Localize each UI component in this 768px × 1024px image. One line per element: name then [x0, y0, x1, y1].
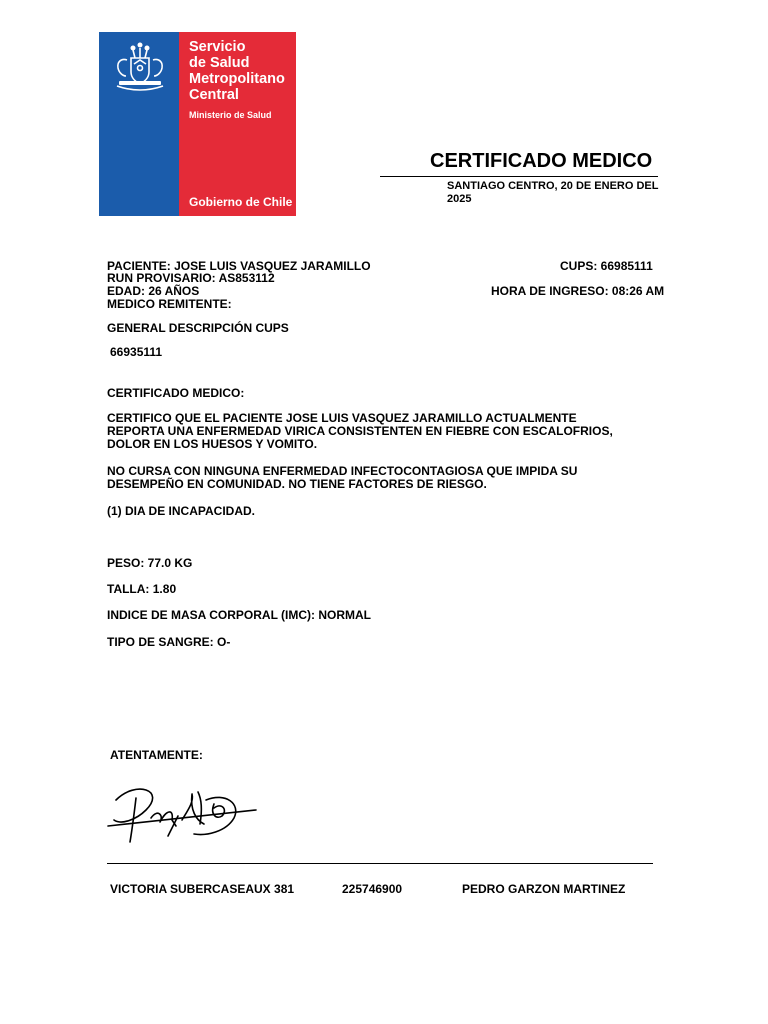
certificate-paragraph2-line2: DESEMPEÑO EN COMUNIDAD. NO TIENE FACTORES DE RIESGO. — [107, 477, 487, 491]
document-title: CERTIFICADO MEDICO — [430, 150, 653, 172]
patient-run: RUN PROVISARIO: AS853112 — [107, 271, 275, 285]
title-divider — [380, 176, 658, 177]
patient-name: PACIENTE: JOSE LUIS VASQUEZ JARAMILLO — [107, 259, 371, 273]
issue-date: SANTIAGO CENTRO, 20 DE ENERO DEL 2025 — [447, 180, 659, 205]
cups-code: CUPS: 66985111 — [560, 259, 653, 273]
footer-address: VICTORIA SUBERCASEAUX 381 — [110, 882, 295, 896]
logo-line-1: Servicio — [189, 39, 246, 55]
logo-service-name — [189, 39, 294, 103]
logo-government: Gobierno de Chile — [189, 195, 293, 209]
certificate-paragraph1-line2: REPORTA UNA ENFERMEDAD VIRICA CONSISTENTEN EN FIEBRE CON ESCALOFRIOS, — [107, 424, 613, 438]
closing-text: ATENTAMENTE: — [110, 748, 203, 762]
signature-divider — [107, 863, 653, 864]
footer-phone: 225746900 — [342, 882, 403, 896]
general-heading: GENERAL DESCRIPCIÓN CUPS — [107, 321, 289, 335]
handwritten-signature — [106, 780, 266, 850]
patient-age: EDAD: 26 AÑOS — [107, 284, 200, 298]
blood-type: TIPO DE SANGRE: O- — [107, 635, 231, 649]
referring-doctor: MEDICO REMITENTE: — [107, 297, 232, 311]
logo-line-3: Metropolitano — [189, 71, 285, 87]
incapacity-days: (1) DIA DE INCAPACIDAD. — [107, 504, 256, 518]
weight: PESO: 77.0 KG — [107, 556, 193, 570]
logo-ministry: Ministerio de Salud — [189, 110, 272, 120]
certificate-paragraph1-line1: CERTIFICO QUE EL PACIENTE JOSE LUIS VASQUEZ JARAMILLO ACTUALMENTE — [107, 411, 577, 425]
height: TALLA: 1.80 — [107, 582, 177, 596]
certificate-paragraph2-line1: NO CURSA CON NINGUNA ENFERMEDAD INFECTOCONTAGIOSA QUE IMPIDA SU — [107, 464, 578, 478]
footer-doctor-name: PEDRO GARZON MARTINEZ — [462, 882, 626, 896]
general-code: 66935111 — [110, 345, 163, 359]
logo-line-2: de Salud — [189, 55, 250, 71]
certificate-heading: CERTIFICADO MEDICO: — [107, 386, 245, 400]
certificate-paragraph1-line3: DOLOR EN LOS HUESOS Y VOMITO. — [107, 437, 318, 451]
bmi: INDICE DE MASA CORPORAL (IMC): NORMAL — [107, 608, 371, 622]
coat-of-arms-icon — [107, 38, 173, 96]
logo-line-4: Central — [189, 87, 239, 103]
admission-time: HORA DE INGRESO: 08:26 AM — [491, 284, 665, 298]
institution-logo — [99, 32, 296, 216]
